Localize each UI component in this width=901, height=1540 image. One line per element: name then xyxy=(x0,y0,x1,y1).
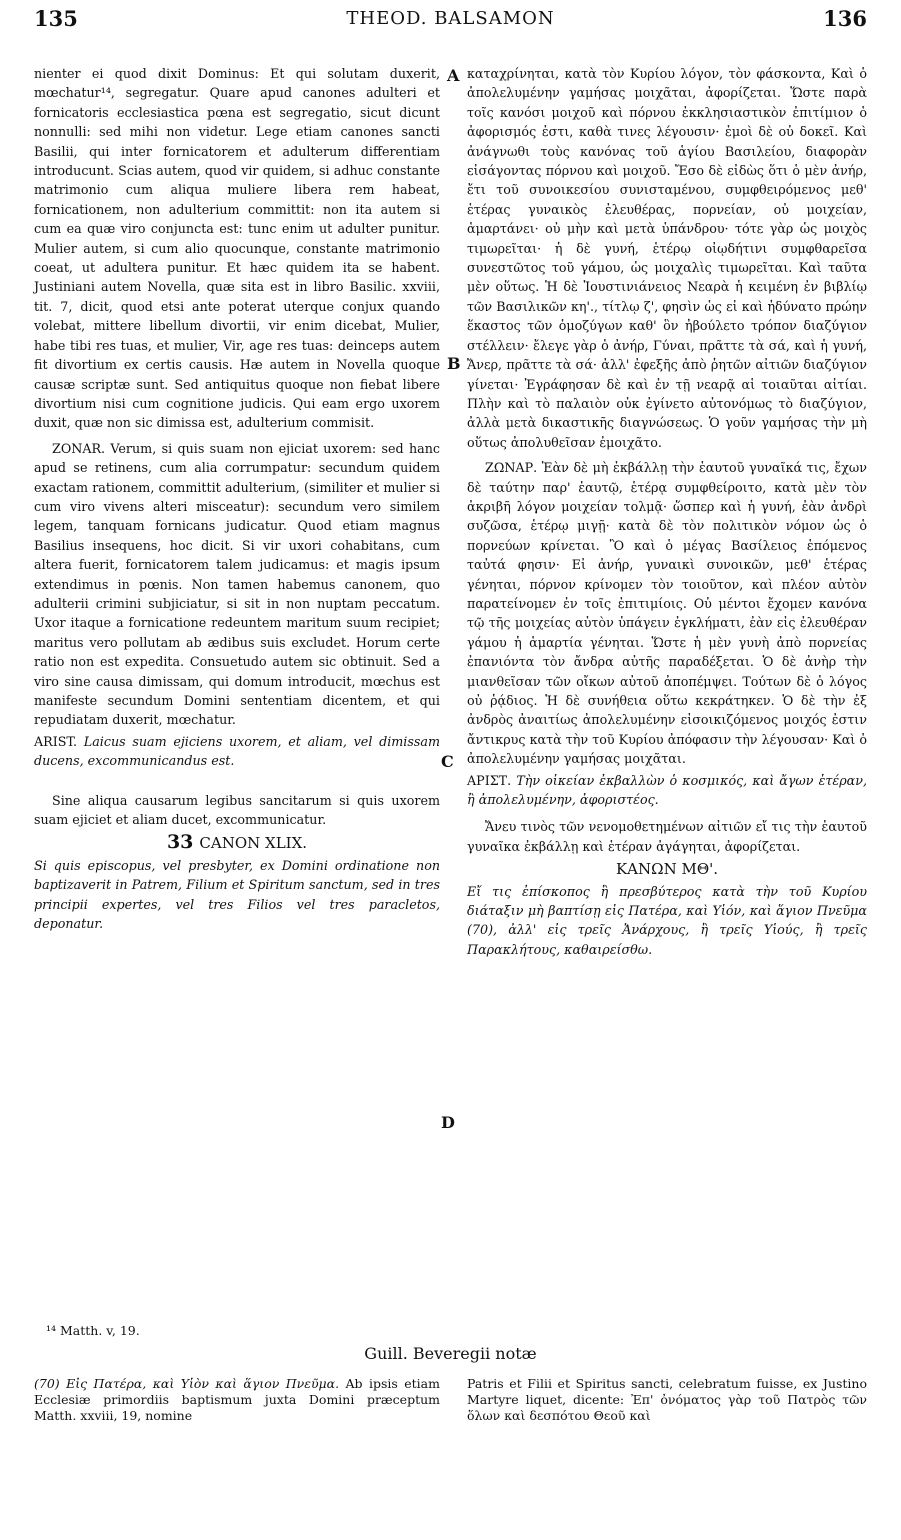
latin-column xyxy=(34,64,440,933)
margin-letter-c: C xyxy=(441,752,454,771)
greek-zonaras-text: Ἐὰν δὲ μὴ ἐκβάλλῃ τὴν ἑαυτοῦ γυναῖκά τις, ἔχων δὲ ταύτην παρ' ἑαυτῷ, ἑτέρᾳ συμφθείροιτο, κατὰ μὲν τὸν ἀκριβῆ λόγον μοιχείαν τολμᾷ· ὥσπερ καὶ ἡ γυνή, ἐὰν ἀνδρὶ συζῶσα, ἑτέρῳ μιγῇ· κατὰ δὲ τὸν πολιτικὸν νόμον ὡς ὁ πορνεύων κρίνεται. Ὃ καὶ ὁ μέγας Βασίλειος ἑπόμενος ταὐτά φησιν· Εἰ ἀνήρ, γυναικὶ συνοικῶν, μεθ' ἑτέρας γένηται, πόρνον κρίνομεν τὸν τοιοῦτον, καὶ πλέον αὐτὸν παρατείνομεν ἐν τοῖς ἐπιτιμίοις. Οὐ μέντοι ἔχομεν κανόνα τῷ τῆς μοιχείας αὐτὸν ὑπάγειν ἐγκλήματι, ἐὰν εἰς ἐλευθέραν γάμου ἡ ἁμαρτία γένηται. Ὥστε ἡ μὲν γυνὴ ἀπὸ πορνείας ἐπανιόντα τὸν ἄνδρα αὐτῆς παραδέξεται. Ὁ δὲ ἀνὴρ τὴν μιανθεῖσαν τῶν οἴκων αὐτοῦ ἀποπέμψει. Τούτων δὲ ὁ λόγος οὐ ῥᾴδιος. Ἡ δὲ συνήθεια οὕτω κεκράτηκεν. Ὁ δὲ τὴν ἐξ ἀνδρὸς ἀναιτίως ἀπολελυμένην εἰσοικιζόμενος μοιχός ἐστιν ἄντικρυς κατὰ τὴν τοῦ Κυρίου ἀπόφασιν τὴν λέγουσαν· Καὶ ὁ ἀπολελυμένην γαμήσας μοιχᾶται. xyxy=(467,460,867,767)
margin-letter-b: B xyxy=(447,354,461,373)
canon-number: 33 xyxy=(166,831,194,854)
notes-left-column xyxy=(34,1376,440,1424)
running-header xyxy=(34,6,867,46)
greek-paragraph: καταχρίνηται, κατὰ τὸν Κυρίου λόγον, τὸν φάσκοντα, Καὶ ὁ ἀπολελυμένην γαμήσας μοιχᾶται, ἀφορίζεται. Ὥστε παρὰ τοῖς κανόσι μοιχοῦ καὶ πόρνου ἐκκλησιαστικὸν ἐπιτίμιον ὁ ἀφορισμός ἐστι, καθὰ τινες λέγουσιν· ἐμοὶ δὲ οὐ δοκεῖ. Καὶ ἀνάγνωθι τοὺς κανόνας τοῦ ἁγίου Βασιλείου, διαφορὰν εἰσάγοντας πόρνου καὶ μοιχοῦ. Ἔσο δὲ εἰδὼς ὅτι ὁ μὲν ἀνήρ, ἔτι τοῦ συνοικεσίου συνισταμένου, συμφθειρόμενος μεθ' ἑτέρας γυναικὸς ἐλευθέρας, πορνείαν, οὐ μοιχείαν, ἁμαρτάνει· οὐ μὴν καὶ μετὰ ὑπάνδρου· τότε γὰρ ὡς μοιχὸς τιμωρεῖται· ἡ δὲ γυνή, ἑτέρῳ οἰῳδήτινι συμφθαρεῖσα συνεστῶτος τοῦ γάμου, ὡς μοιχαλὶς τιμωρεῖται. Καὶ ταῦτα μὲν οὕτως. Ἡ δὲ Ἰουστινιάνειος Νεαρὰ ἡ κειμένη ἐν βιβλίῳ τῶν Βασιλικῶν κη'., τίτλῳ ζ', φησὶν ὡς εἰ καὶ ἠδύνατο πρώην ἕκαστος τῶν ὁμοζύγων καθ' ὃν ἠβούλετο τρόπον διαζύγιον στέλλειν· ἔλεγε γὰρ ὁ ἀνήρ, Γύναι, πρᾶττε τὰ σά, καὶ ἡ γυνή, Ἄνερ, πρᾶττε τὰ σά· ἀλλ' ἐφεξῆς ἀπὸ ῥητῶν αἰτιῶν διαζύγιον γίνεται· Ἐγράφησαν δὲ καὶ ἐν τῇ νεαρᾷ αἱ τοιαῦται αἰτίαι. Πλὴν καὶ τὸ παλαιὸν οὐκ ἐγίνετο αὐτονόμως τὸ διαζύγιον, ἀλλὰ μετὰ δικαστικῆς διαγνώσεως. Ὁ γοῦν γαμήσας τὴν μὴ οὕτως ἀπολυθεῖσαν ἐμοιχᾶτο. xyxy=(467,66,867,450)
latin-aristenus-label: ARIST. xyxy=(34,733,78,749)
latin-paragraph: nienter ei quod dixit Dominus: Et qui solutam duxerit, mœchatur¹⁴, segregatur. Quare apud canones adulteri et fornicatoris ecclesiastica pœna est segregatio, sicut dicunt nonnulli: sed mihi non videtur. Lege etiam canones sancti Basilii, qui inter fornicatorem et adulterum differentiam introducunt. Scias autem, quod vir quidem, si adhuc constante matrimonio cum aliqua muliere libera rem habeat, fornicationem, non adulterium committit: non ita autem si cum ea quæ viro conjuncta est: tunc enim ut adulter punitur. Mulier autem, si cum alio quocunque, constante matrimonio coeat, ut adultera punitur. Et hæc quidem ita se habent. Justiniani autem Novella, quæ sita est in libro Basilic. xxviii, tit. 7, dicit, quod etsi ante poterat uterque conjux quando volebat, mittere libellum divortii, vir enim dicebat, Mulier, habe tibi res tuas, et mulier, Vir, age res tuas: deinceps autem fit divortium ex certis causis. Hæ autem in Novella quoque causæ scriptæ sunt. Sed antiquitus quoque non fiebat libere divortium nisi cum cognitione judicis. Qui eam ergo uxorem duxit, quæ non sic dimissa est, adulterium commisit. xyxy=(34,66,440,431)
footnote: ¹⁴ Matth. v, 19. xyxy=(46,1323,140,1338)
latin-canon-text: Si quis episcopus, vel presbyter, ex Domini ordinatione non baptizaverit in Patrem, Filium et Spiritum sanctum, sed in tres principii expertes, vel tres Filios vel tres paracletos, deponatur. xyxy=(34,857,440,932)
page-number-right: 136 xyxy=(823,6,867,31)
margin-letter-d: D xyxy=(441,1113,455,1132)
greek-zonaras-label: ΖΩΝΑΡ. xyxy=(485,460,538,476)
margin-letter-a: A xyxy=(447,66,460,85)
note-text-right: Patris et Filii et Spiritus sancti, celebratum fuisse, ex Justino Martyre liquet, dicente: Ἐπ' ὀνόματος γὰρ τοῦ Πατρὸς τῶν ὅλων καὶ δεσπότου Θεοῦ καὶ xyxy=(467,1376,867,1423)
notes-title: Guill. Beveregii notæ xyxy=(364,1344,537,1363)
running-title: THEOD. BALSAMON xyxy=(346,8,555,29)
greek-column xyxy=(467,64,867,959)
note-heading: (70) Εἰς Πατέρα, καὶ Υἱὸν καὶ ἅγιον Πνεῦμα. xyxy=(34,1376,340,1391)
page-number-left: 135 xyxy=(34,6,78,31)
latin-zonaras-label: ZONAR. xyxy=(52,440,106,456)
latin-zonaras-text: Verum, si quis suam non ejiciat uxorem: sed hanc apud se retinens, cum alia corrumpatur: secundum quidem exactam rationem, committit adulterium, (similiter et mulier si cum viro vivens alteri misceatur): secundum vero similem legem, tanquam fornicans judicatur. Quod etiam magnus Basilius insequens, hoc dicit. Si vir uxori cohabitans, cum altera fuerit, fornicatorem talem judicamus: et magis ipsum extendimus in pœnis. Non tamen habemus canonem, quo adulterii crimini subjiciatur, si sit in non nuptam peccatum. Uxor itaque a fornicatione redeuntem maritum suum recipiet; maritus vero pollutam ab ædibus suis excludet. Horum certe ratio non est expedita. Consuetudo autem sic obtinuit. Sed a viro sine causa dimissam, qui domum introducit, mœchus est manifeste secundum Domini sententiam dicentem, et qui repudiatam duxerit, mœchatur. xyxy=(34,440,440,728)
note-text-left: Ab ipsis etiam Ecclesiæ primordiis baptismum juxta Domini præceptum Matth. xxviii, 19, nomine xyxy=(34,1376,440,1423)
greek-canon-text: Εἴ τις ἐπίσκοπος ἢ πρεσβύτερος κατὰ τὴν τοῦ Κυρίου διάταξιν μὴ βαπτίσῃ εἰς Πατέρα, καὶ Υἱόν, καὶ ἅγιον Πνεῦμα (70), ἀλλ' εἰς τρεῖς Ἀνάρχους, ἢ τρεῖς Υἱούς, ἢ τρεῖς Παρακλήτους, καθαιρείσθω. xyxy=(467,883,867,957)
latin-zonaras-paragraph xyxy=(34,439,440,730)
notes-right-column xyxy=(467,1376,867,1424)
greek-paragraph-d: Ἄνευ τινὸς τῶν νενομοθετημένων αἰτιῶν εἴ τις τὴν ἑαυτοῦ γυναῖκα ἐκβάλλῃ καὶ ἑτέραν ἀγάγηται, ἀφορίζεται. xyxy=(467,819,867,854)
latin-aristenus-paragraph xyxy=(34,732,440,771)
latin-canon-heading xyxy=(34,833,440,853)
greek-canon-title: ΚΑΝΩΝ ΜΘ'. xyxy=(615,860,719,879)
greek-aristenus-text: Τὴν οἰκείαν ἐκβαλλὼν ὁ κοσμικός, καὶ ἄγων ἑτέραν, ἢ ἀπολελυμένην, ἀφοριστέος. xyxy=(467,772,867,808)
latin-canon-title: CANON XLIX. xyxy=(199,834,308,853)
greek-aristenus-label: ΑΡΙΣΤ. xyxy=(467,772,512,788)
latin-paragraph-d: Sine aliqua causarum legibus sancitarum si quis uxorem suam ejiciet et aliam ducet, excommunicatur. xyxy=(34,792,440,828)
greek-zonaras-paragraph xyxy=(467,458,867,769)
greek-aristenus-paragraph xyxy=(467,771,867,810)
latin-aristenus-text: Laicus suam ejiciens uxorem, et aliam, vel dimissam ducens, excommunicandus est. xyxy=(34,733,440,769)
